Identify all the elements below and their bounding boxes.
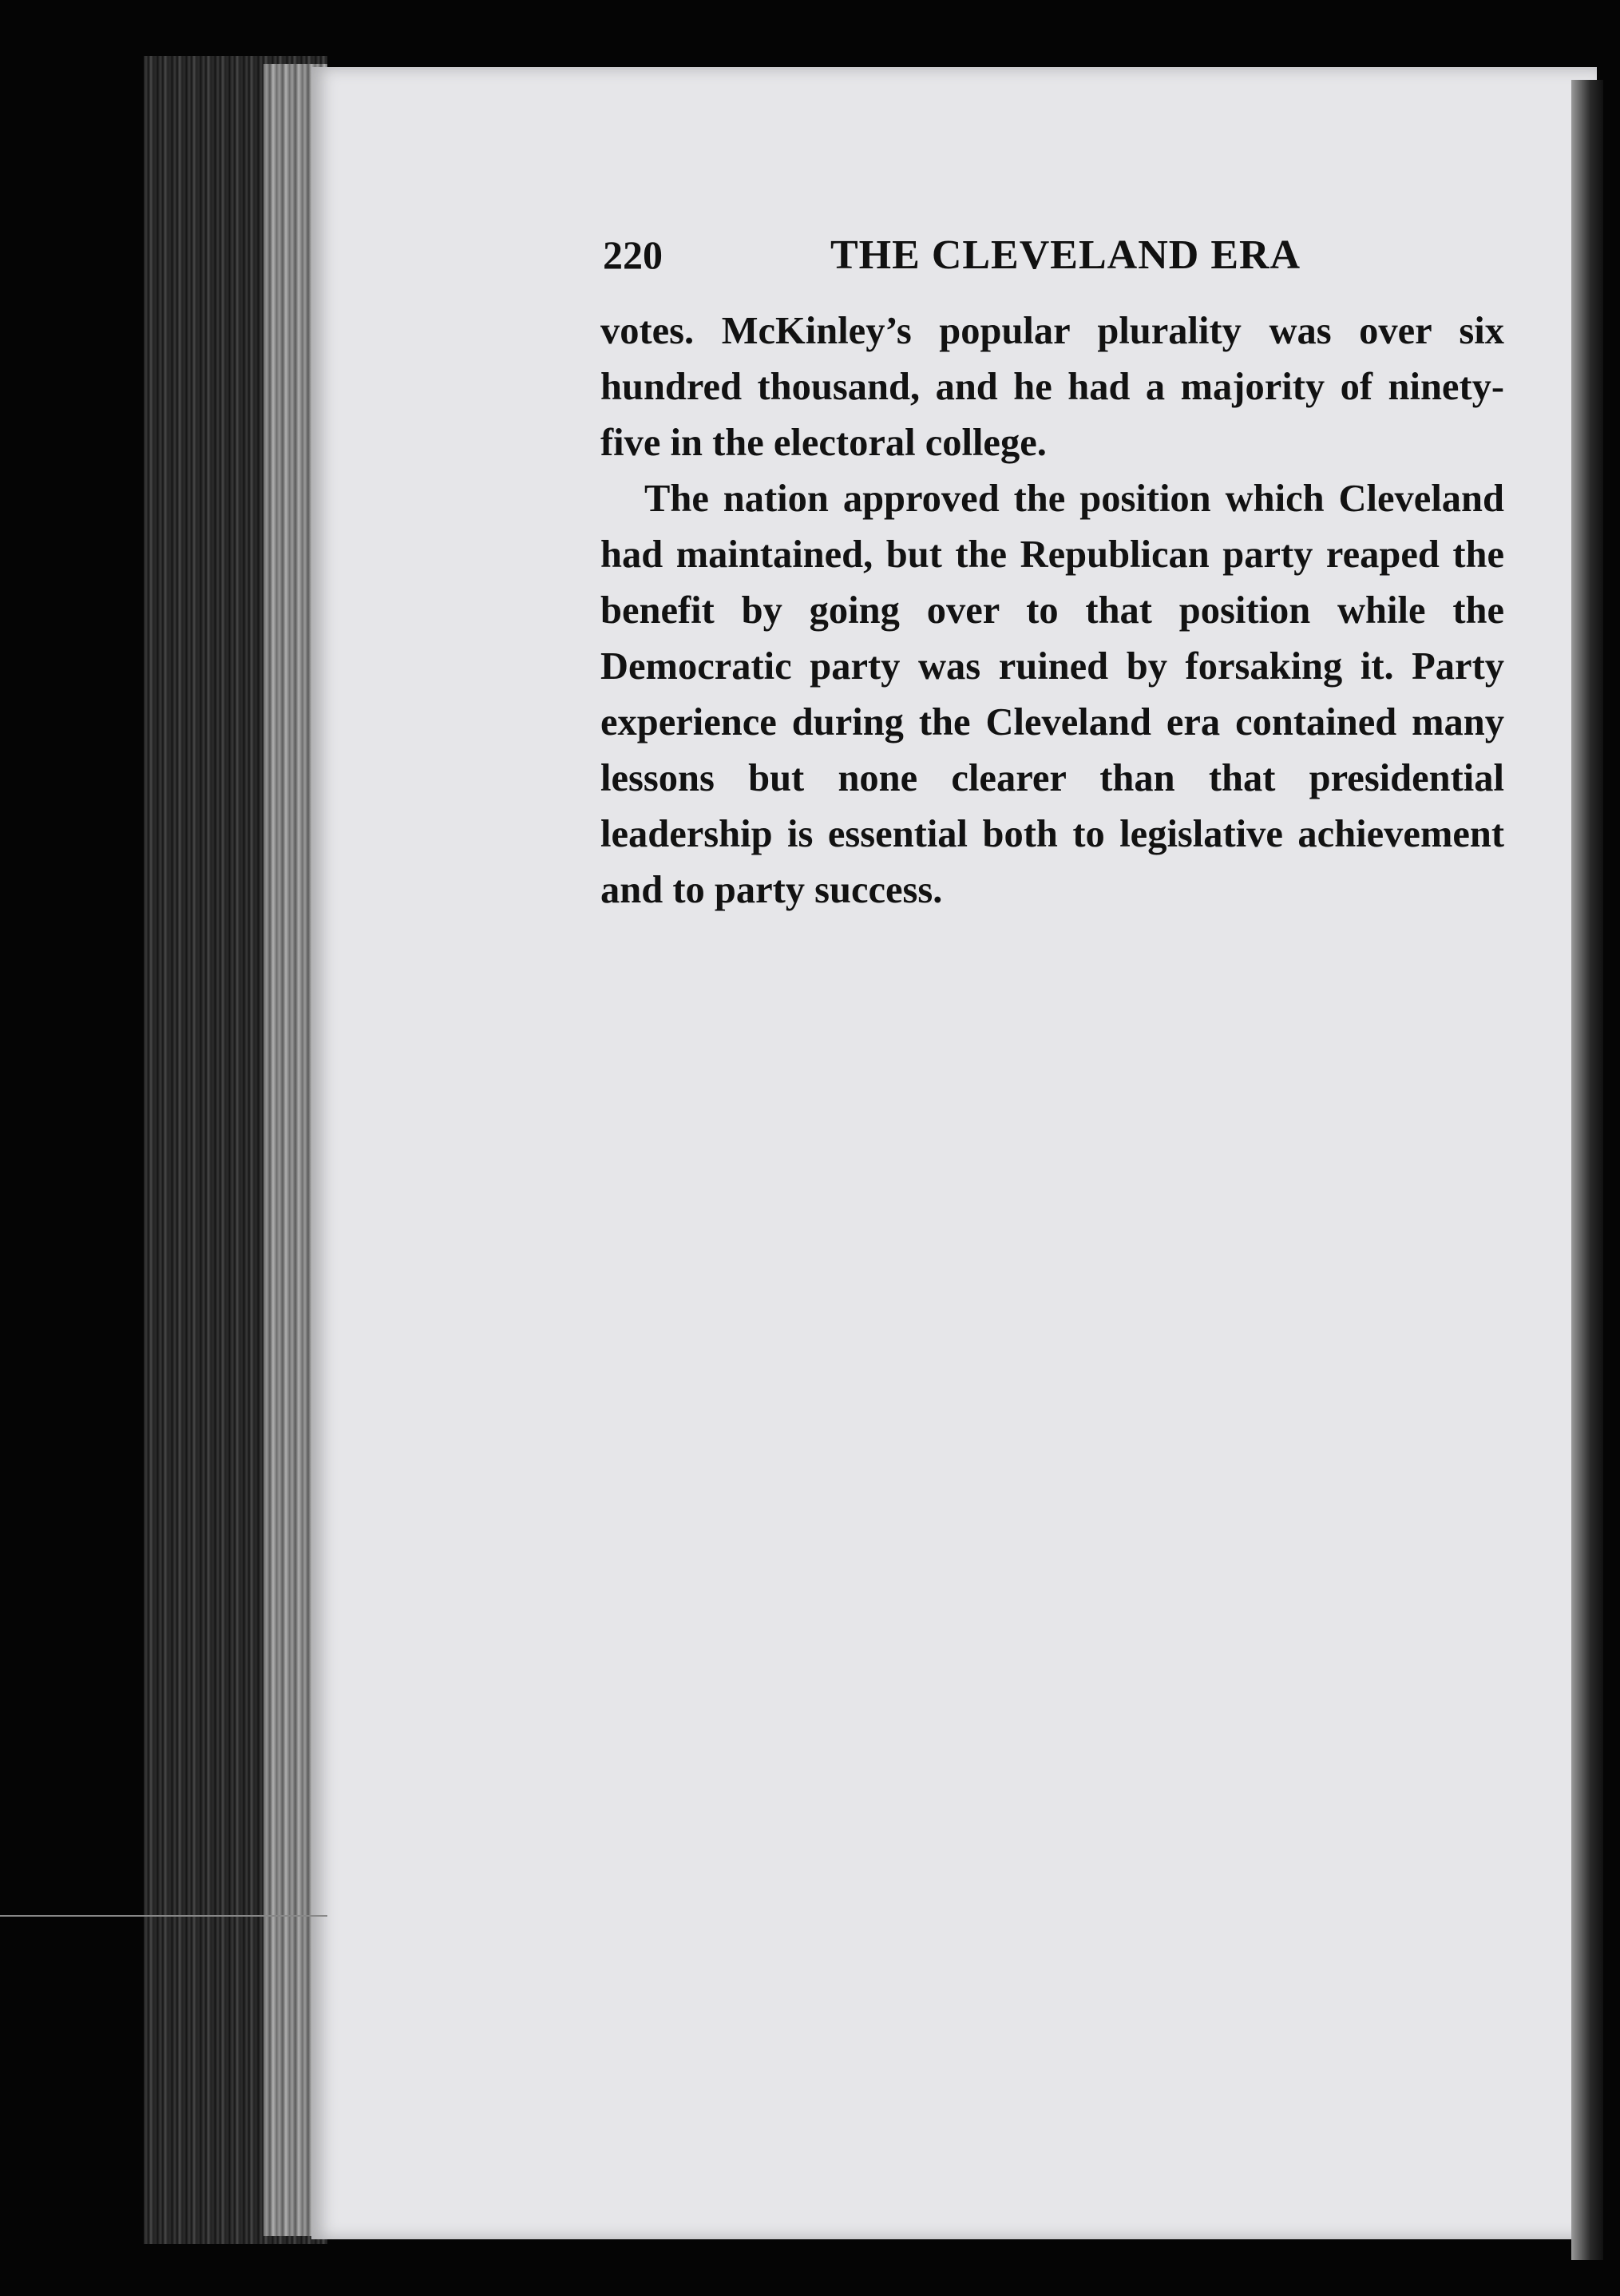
running-head: THE CLEVELAND ERA [830, 232, 1301, 278]
body-text [600, 303, 1504, 918]
paragraph: The nation approved the position which Cleveland had maintained, but the Republican party reaped the benefit by going over to that position while the Democratic party was ruined by forsaking it. Party experience during the Cleveland era contained many lessons but none clearer than that presidential leadership is essential both to legislative achievement and to party success. [600, 478, 1504, 911]
scan-artifact-line [0, 1915, 327, 1917]
paragraph: votes. McKinley’s popular plurality was over six hundred thousand, and he had a majority of ninety-five in the electoral college. [600, 310, 1504, 464]
page-right-edge [1571, 80, 1603, 2260]
page-number: 220 [603, 232, 663, 277]
page-header [603, 232, 1497, 287]
